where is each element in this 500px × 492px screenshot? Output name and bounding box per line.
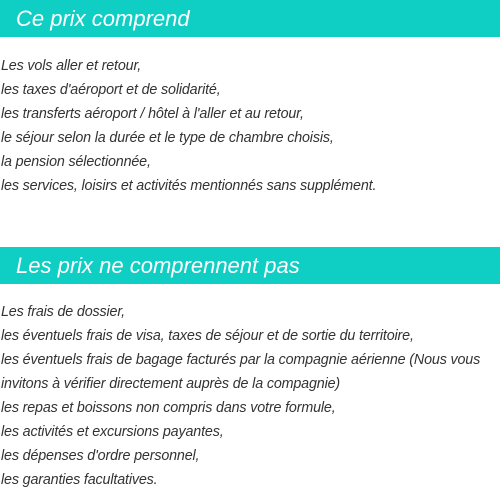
excluded-item: les activités et excursions payantes, [1,424,224,440]
excluded-item: les dépenses d'ordre personnel, [1,448,200,464]
included-item: les services, loisirs et activités mentionnés sans supplément. [1,178,377,194]
excluded-item: les garanties facultatives. [1,472,158,488]
included-list [1,54,499,198]
excluded-item: les repas et boissons non compris dans votre formule, [1,400,336,416]
included-item: la pension sélectionnée, [1,154,151,170]
excluded-item: invitons à vérifier directement auprès de la compagnie) [1,376,341,392]
excluded-list [1,300,499,492]
excluded-item: les éventuels frais de bagage facturés par la compagnie aérienne (Nous vous [1,352,481,368]
included-item: les taxes d'aéroport et de solidarité, [1,82,221,98]
included-item: les transferts aéroport / hôtel à l'aller et au retour, [1,106,304,122]
included-section-title: Ce prix comprend [0,0,500,37]
included-item: Les vols aller et retour, [1,58,142,74]
included-item: le séjour selon la durée et le type de chambre choisis, [1,130,334,146]
excluded-item: Les frais de dossier, [1,304,126,320]
excluded-section-title: Les prix ne comprennent pas [0,247,500,284]
excluded-item: les éventuels frais de visa, taxes de séjour et de sortie du territoire, [1,328,414,344]
